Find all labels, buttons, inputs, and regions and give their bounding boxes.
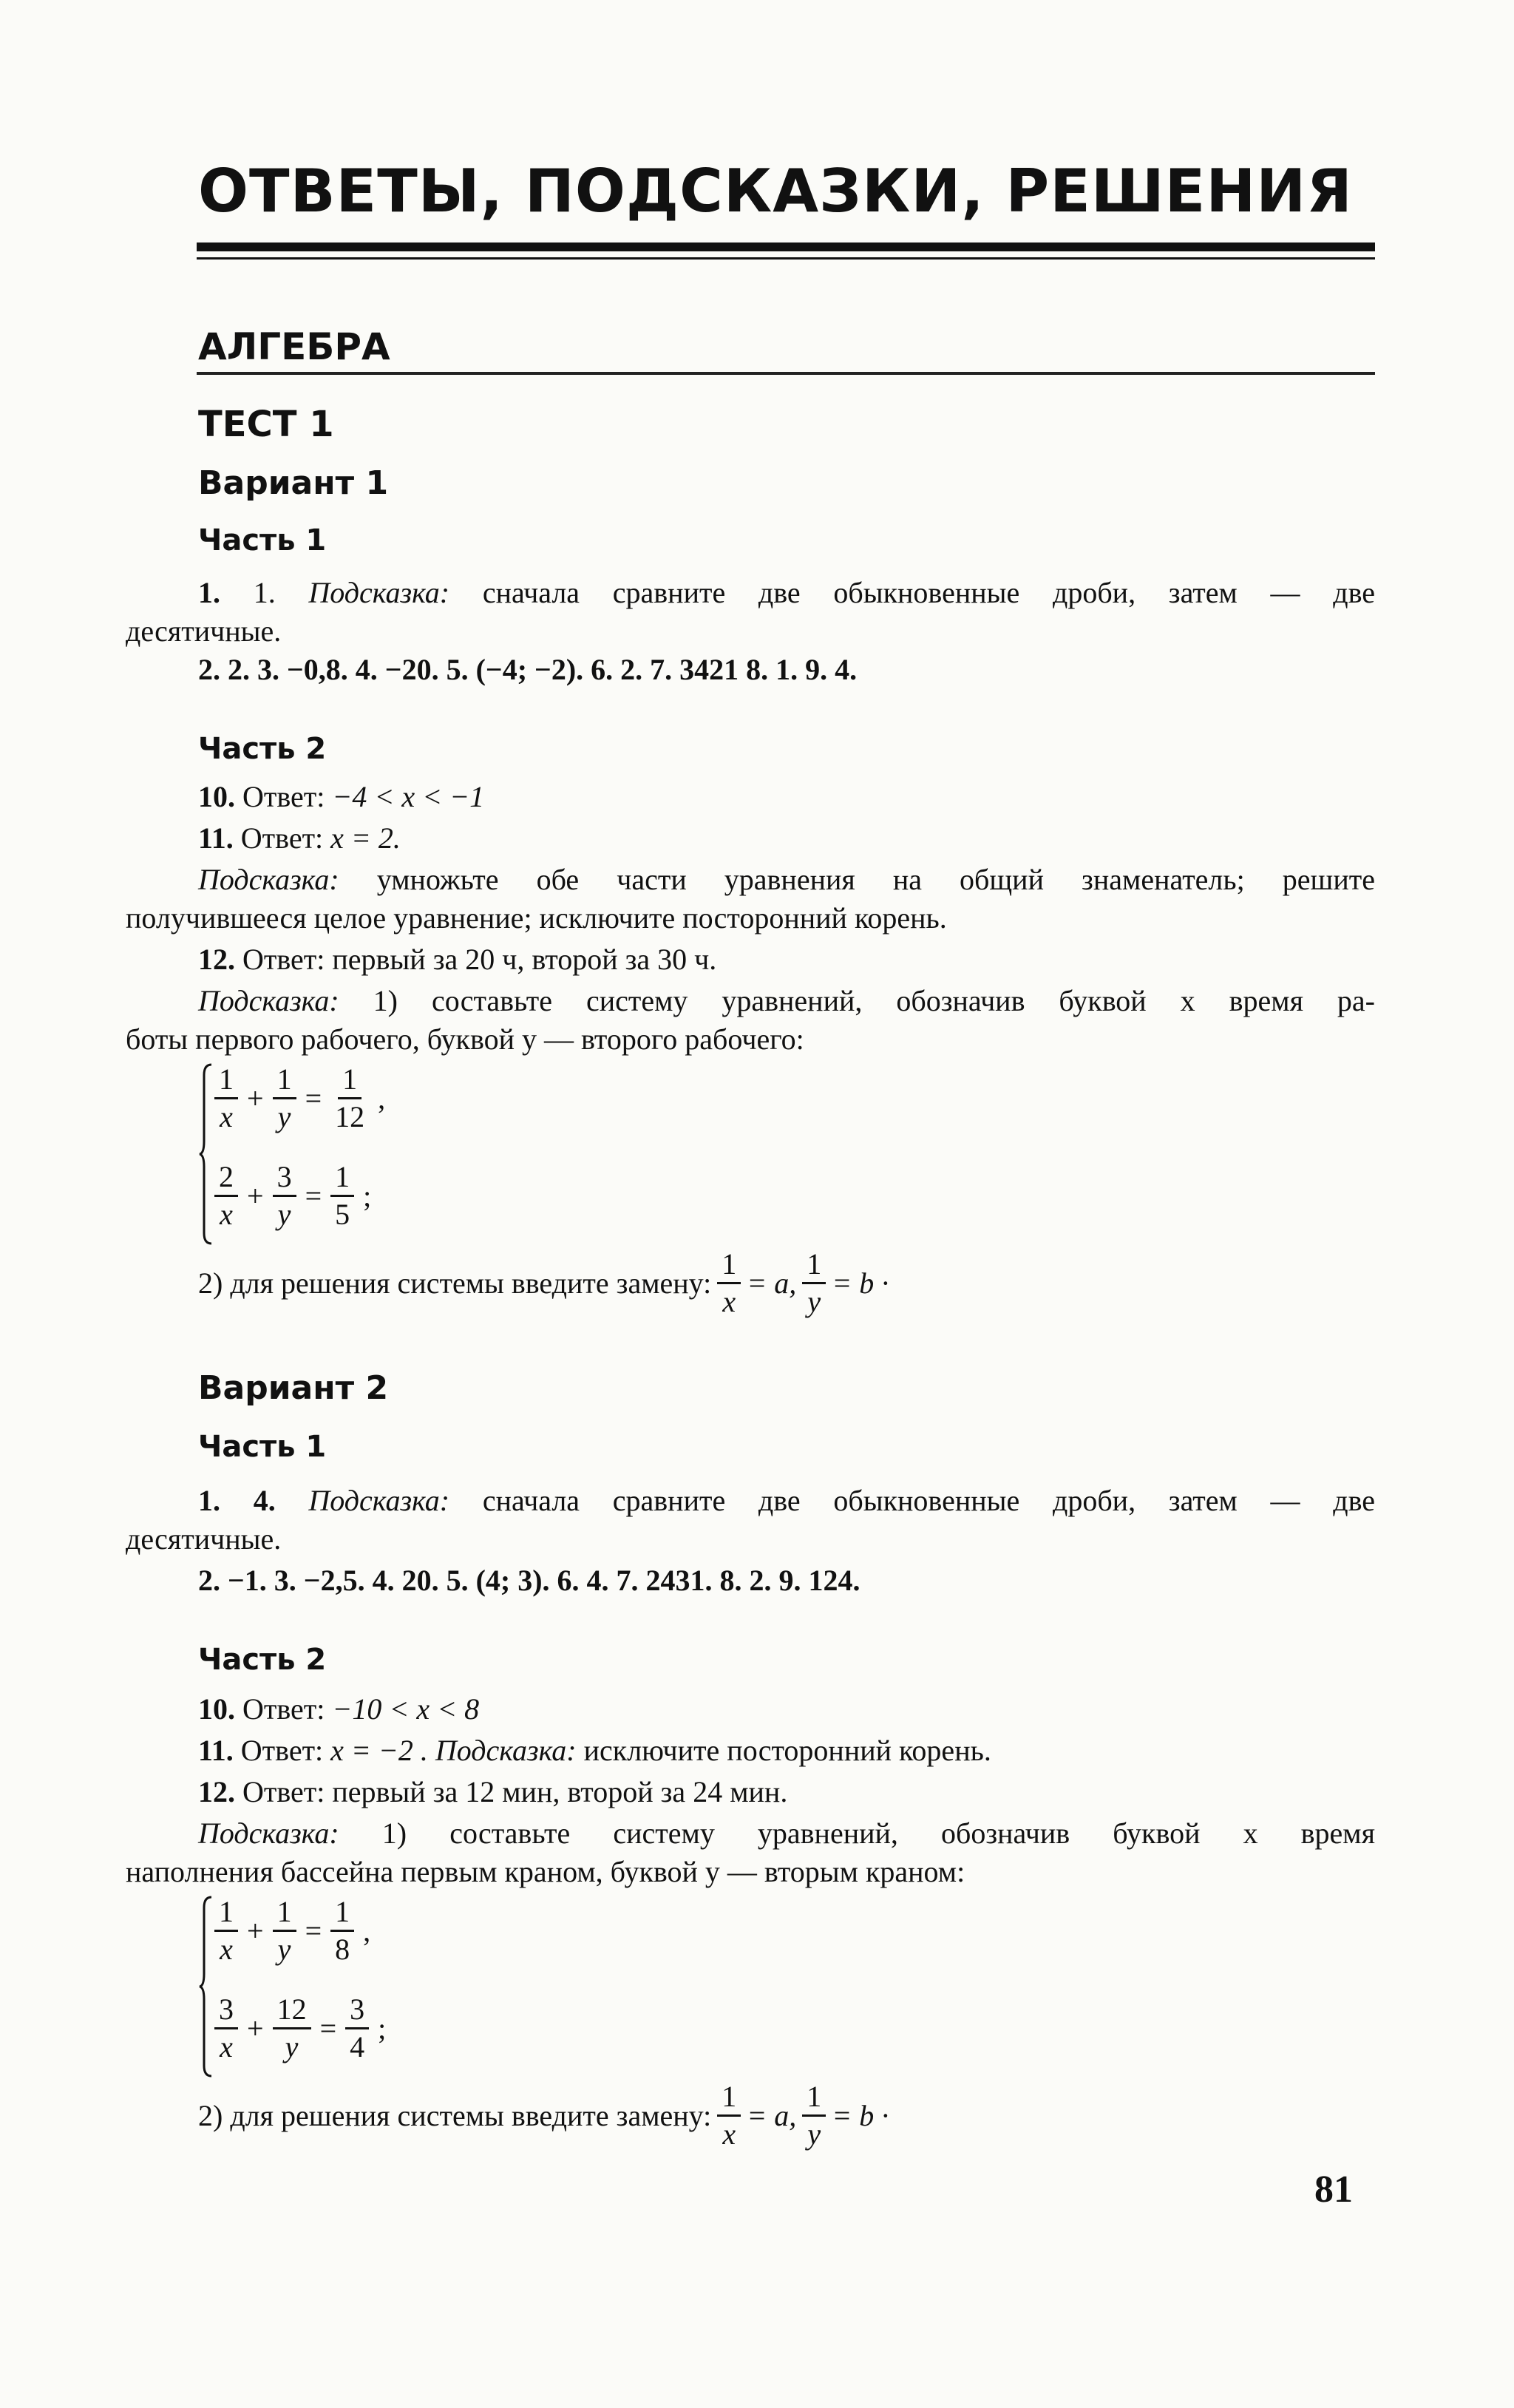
v2-q12-hint-line-2: наполнения бассейна первым краном, буквой y — вторым краном: [126,1855,965,1888]
v2-substitution-line: 2) для решения системы введите замену: $\frac{1}{x}$ = a, $\frac{1}{y}$ = b · [198,2080,889,2151]
v1-system-eq-2: $\frac{2}{x}$ + $\frac{3}{y}$ = $\frac{1}{5}$ ; [214,1159,374,1232]
fraction: $\frac{1}{5}$ [330,1159,354,1232]
v2-q1-line: 1. 4. Подсказка: сначала сравните две обыкновенные дроби, затем — две [198,1484,1376,1517]
fraction: $\frac{1}{x}$ [717,1247,741,1320]
v2-part-2-title: Часть 2 [198,1643,327,1677]
v1-equation-system [198,1062,642,1247]
fraction: $\frac{1}{y}$ [273,1062,296,1135]
test-title: ТЕСТ 1 [198,404,334,445]
v1-q11-hint-line-2: получившееся целое уравнение; исключите посторонний корень. [126,901,947,935]
section-rule [197,372,1375,375]
v1-answers-line: 2. 2. 3. −0,8. 4. −20. 5. (−4; −2). 6. 2. 7. 3421 8. 1. 9. 4. [198,653,858,686]
v2-q1-line-2: десятичные. [126,1522,282,1556]
v2-q12-line: 12. Ответ: первый за 12 мин, второй за 24 мин. [198,1775,788,1808]
v1-substitution-line: 2) для решения системы введите замену: $\frac{1}{x}$ = a, $\frac{1}{y}$ = b · [198,1247,889,1318]
variant-2-title: Вариант 2 [198,1369,389,1407]
v2-system-eq-1: $\frac{1}{x}$ + $\frac{1}{y}$ = $\frac{1}{8}$ , [214,1894,373,1967]
v2-q10-line: 10. Ответ: −10 < x < 8 [198,1692,480,1726]
v1-part-1-title: Часть 1 [198,523,327,557]
title-rule-thin [197,257,1375,260]
page-number: 81 [1314,2168,1353,2211]
system-brace-icon [198,1894,214,2079]
v1-q11-line: 11. Ответ: x = 2. [198,821,401,855]
fraction: $\frac{1}{y}$ [802,2079,826,2152]
fraction: $\frac{1}{12}$ [335,1062,365,1133]
v2-system-eq-2: $\frac{3}{x}$ + $\frac{12}{y}$ = $\frac{3}{4}$ ; [214,1992,389,2065]
system-brace-icon [198,1062,214,1247]
v1-q12-hint-line: Подсказка: 1) составьте систему уравнений, обозначив буквой x время ра- [198,984,1376,1017]
v2-equation-system [198,1894,642,2079]
v1-q1-line: 1. 1. Подсказка: сначала сравните две обыкновенные дроби, затем — две [198,576,1376,609]
fraction: $\frac{2}{x}$ [214,1159,238,1232]
fraction: $\frac{3}{x}$ [214,1992,238,2065]
v2-q12-hint-line: Подсказка: 1) составьте систему уравнений, обозначив буквой x время [198,1817,1376,1850]
fraction: $\frac{1}{x}$ [717,2079,741,2152]
v1-q12-hint-line-2: боты первого рабочего, буквой y — второго рабочего: [126,1022,804,1056]
section-title: АЛГЕБРА [198,325,390,368]
v1-q11-hint-line: Подсказка: умножьте обе части уравнения на общий знаменатель; решите [198,863,1375,896]
v1-system-eq-1: $\frac{1}{x}$ + $\frac{1}{y}$ = $\frac{1}{12}$ , [214,1062,388,1135]
fraction: $\frac{1}{x}$ [214,1062,238,1135]
v2-q11-line: 11. Ответ: x = −2 . Подсказка: исключите посторонний корень. [198,1734,991,1767]
page-title: ОТВЕТЫ, ПОДСКАЗКИ, РЕШЕНИЯ [198,157,1353,225]
v1-q10-line: 10. Ответ: −4 < x < −1 [198,780,485,813]
fraction: $\frac{1}{y}$ [802,1247,826,1320]
fraction: $\frac{1}{y}$ [273,1894,296,1967]
fraction: $\frac{1}{x}$ [214,1894,238,1967]
fraction: $\frac{12}{y}$ [273,1992,311,2065]
v1-q12-line: 12. Ответ: первый за 20 ч, второй за 30 ч. [198,943,717,976]
v2-answers-line: 2. −1. 3. −2,5. 4. 20. 5. (4; 3). 6. 4. 7. 2431. 8. 2. 9. 124. [198,1564,860,1597]
fraction: $\frac{1}{8}$ [330,1894,354,1967]
fraction: $\frac{3}{4}$ [345,1992,369,2065]
fraction: $\frac{3}{y}$ [273,1159,296,1232]
v1-q1-line-2: десятичные. [126,614,282,648]
v1-part-2-title: Часть 2 [198,732,327,766]
variant-1-title: Вариант 1 [198,464,389,502]
v2-part-1-title: Часть 1 [198,1430,327,1464]
title-rule-thick [197,243,1375,251]
